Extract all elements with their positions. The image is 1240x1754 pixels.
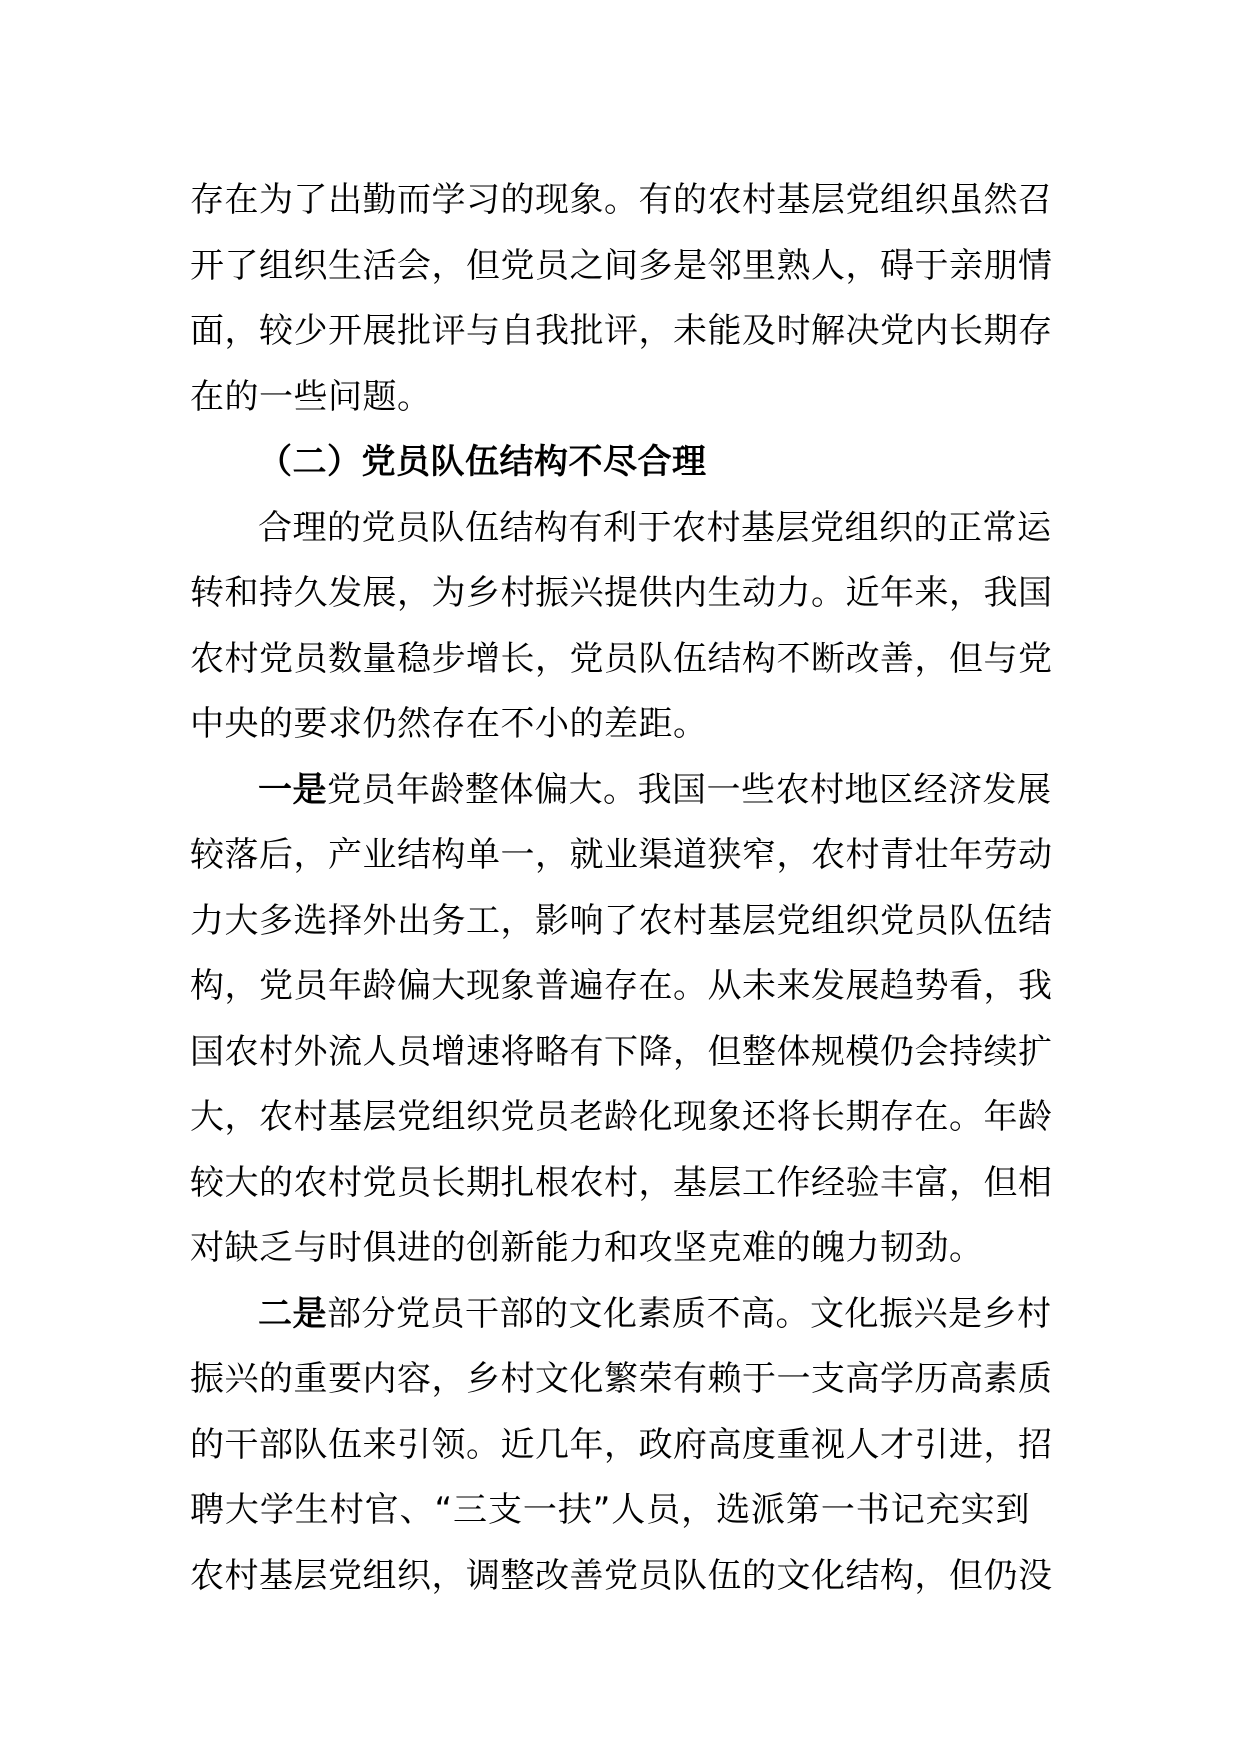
text-line: 较落后，产业结构单一，就业渠道狭窄，农村青壮年劳动 (190, 835, 1053, 875)
text-line: 振兴的重要内容，乡村文化繁荣有赖于一支高学历高素质 (190, 1359, 1053, 1399)
text-line: 聘大学生村官、“三支一扶”人员，选派第一书记充实到 (190, 1490, 1030, 1530)
paragraph (190, 1282, 1053, 1610)
text-line: 农村基层党组织，调整改善党员队伍的文化结构，但仍没 (190, 1555, 1053, 1596)
bold-lead: 一是 (258, 769, 327, 810)
text-line: 力大多选择外出务工，影响了农村基层党组织党员队伍结 (190, 900, 1053, 941)
text-line: 开了组织生活会，但党员之间多是邻里熟人，碍于亲朋情 (190, 245, 1053, 286)
paragraph (190, 496, 1053, 758)
text-line: 存在为了出勤而学习的现象。有的农村基层党组织虽然召 (190, 180, 1053, 220)
bold-lead: 二是 (258, 1293, 327, 1334)
text-line: 国农村外流人员增速将略有下降，但整体规模仍会持续扩 (190, 1031, 1053, 1072)
text-span: 党员年龄整体偏大。我国一些农村地区经济发展 (327, 769, 1052, 810)
text-line: 中央的要求仍然存在不小的差距。 (190, 704, 708, 744)
text-line: 农村党员数量稳步增长，党员队伍结构不断改善，但与党 (190, 638, 1053, 679)
text-line: 较大的农村党员长期扎根农村，基层工作经验丰富，但相 (190, 1162, 1053, 1203)
text-line: 面，较少开展批评与自我批评，未能及时解决党内长期存 (190, 311, 1053, 351)
text-line: 的干部队伍来引领。近几年，政府高度重视人才引进，招 (190, 1424, 1053, 1465)
text-line: 合理的党员队伍结构有利于农村基层党组织的正常运 (258, 507, 1052, 548)
text-line (190, 1282, 1052, 1348)
text-span: 部分党员干部的文化素质不高。文化振兴是乡村 (327, 1293, 1052, 1334)
section-heading: （二）党员队伍结构不尽合理 (258, 442, 707, 482)
paragraph (190, 758, 1053, 1282)
text-line (190, 758, 1052, 824)
text-line: 大，农村基层党组织党员老龄化现象还将长期存在。年龄 (190, 1097, 1053, 1137)
paragraph (190, 168, 1053, 430)
text-line: 构，党员年龄偏大现象普遍存在。从未来发展趋势看，我 (190, 966, 1053, 1006)
text-line: 在的一些问题。 (190, 376, 432, 417)
text-line: 转和持久发展，为乡村振兴提供内生动力。近年来，我国 (190, 573, 1053, 613)
text-line: 对缺乏与时俱进的创新能力和攻坚克难的魄力韧劲。 (190, 1228, 984, 1268)
document-page (190, 168, 1053, 1609)
